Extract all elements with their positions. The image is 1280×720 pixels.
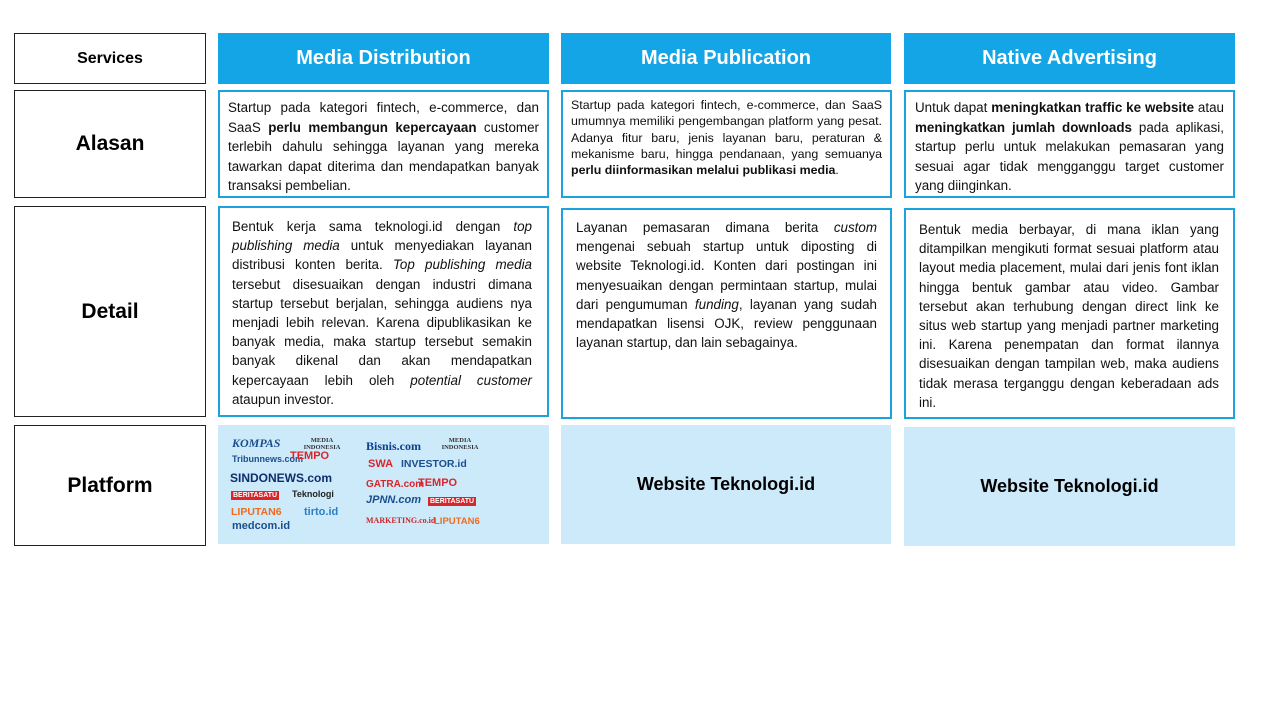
header-media-publication: Media Publication bbox=[561, 33, 891, 84]
bisnis-logo: Bisnis.com bbox=[366, 439, 422, 453]
media-logos bbox=[218, 425, 549, 544]
medcom-logo: medcom.id bbox=[232, 520, 291, 532]
detail-label: Detail bbox=[14, 206, 206, 417]
platform-label: Platform bbox=[14, 425, 206, 546]
tempo-logo: TEMPO bbox=[290, 450, 330, 462]
alasan-native-advertising: Untuk dapat meningkatkan traffic ke website atau meningkatkan jumlah downloads pada aplikasi, startup perlu untuk melakukan pemasaran yang sesuai agar tidak mengganggu target customer yang diinginkan. bbox=[904, 90, 1235, 198]
media-indonesia-logo-2: MEDIA INDONESIA bbox=[441, 437, 479, 451]
header-media-distribution: Media Distribution bbox=[218, 33, 549, 84]
media-indonesia-logo: MEDIA INDONESIA bbox=[303, 437, 341, 451]
beritasatu-logo-2: BERITASATU bbox=[430, 498, 475, 505]
liputan6-logo-2: LIPUTAN6 bbox=[434, 516, 480, 527]
liputan6-logo: LIPUTAN6 bbox=[231, 506, 282, 518]
detail-media-distribution: Bentuk kerja sama teknologi.id dengan top publishing media untuk menyediakan layanan distribusi konten berita. Top publishing media tersebut disesuaikan dengan industri dimana startup tersebut berjalan, sehingga audiens nya menjadi lebih relevan. Karena dipublikasikan ke banyak media, maka startup tersebut semakin banyak dikenal dan akan mendapatkan kepercayaan lebih oleh potential customer ataupun investor. bbox=[218, 206, 549, 417]
tribunnews-logo: Tribunnews.com bbox=[232, 454, 304, 464]
alasan-label: Alasan bbox=[14, 90, 206, 198]
header-native-advertising: Native Advertising bbox=[904, 33, 1235, 84]
alasan-media-distribution: Startup pada kategori fintech, e-commerce, dan SaaS perlu membangun kepercayaan customer terlebih dahulu sehingga layanan yang mereka tawarkan dapat diterima dan mendapatkan banyak transaksi pembelian. bbox=[218, 90, 549, 198]
detail-media-publication: Layanan pemasaran dimana berita custom mengenai sebuah startup untuk diposting di website Teknologi.id. Konten dari postingan ini menyesuaikan dengan permintaan startup, mulai dari pengumuman funding, layanan yang sudah mendapatkan lisensi OJK, review penggunaan layanan startup, dan lain sebagainya. bbox=[561, 208, 892, 419]
gatra-logo: GATRA.com bbox=[366, 479, 425, 490]
swa-logo: SWA bbox=[368, 458, 394, 470]
platform-media-distribution bbox=[218, 425, 549, 544]
tempo-logo-2: TEMPO bbox=[418, 477, 458, 489]
beritasatu-logo: BERITASATU bbox=[233, 492, 278, 499]
alasan-media-publication: Startup pada kategori fintech, e-commerce, dan SaaS umumnya memiliki pengembangan platform yang pesat. Adanya fitur baru, jenis layanan baru, peraturan & mekanisme baru, hingga pendanaan, yang semuanya perlu diinformasikan melalui publikasi media. bbox=[561, 90, 892, 198]
teknologi-logo: Teknologi bbox=[292, 489, 334, 499]
jpnn-logo: JPNN.com bbox=[366, 494, 422, 506]
services-label: Services bbox=[14, 33, 206, 84]
tirto-logo: tirto.id bbox=[304, 506, 339, 518]
sindonews-logo: SINDONEWS.com bbox=[230, 471, 333, 485]
kompas-logo: KOMPAS bbox=[232, 436, 281, 450]
investor-logo: INVESTOR.id bbox=[401, 458, 467, 470]
detail-native-advertising: Bentuk media berbayar, di mana iklan yang ditampilkan mengikuti format sesuai platform atau layout media placement, mulai dari jenis font iklan hingga bentuk gambar atau video. Gambar tersebut akan terhubung dengan direct link ke situs web startup yang menjadi partner marketing ini. Karena penempatan dan format ilannya disesuaikan dengan tampilan web, maka audiens tidak merasa terganggu dengan keberadaan ads ini. bbox=[904, 208, 1235, 419]
marketing-logo: MARKETING.co.id bbox=[366, 516, 436, 525]
platform-media-publication: Website Teknologi.id bbox=[561, 425, 891, 544]
platform-native-advertising: Website Teknologi.id bbox=[904, 427, 1235, 546]
